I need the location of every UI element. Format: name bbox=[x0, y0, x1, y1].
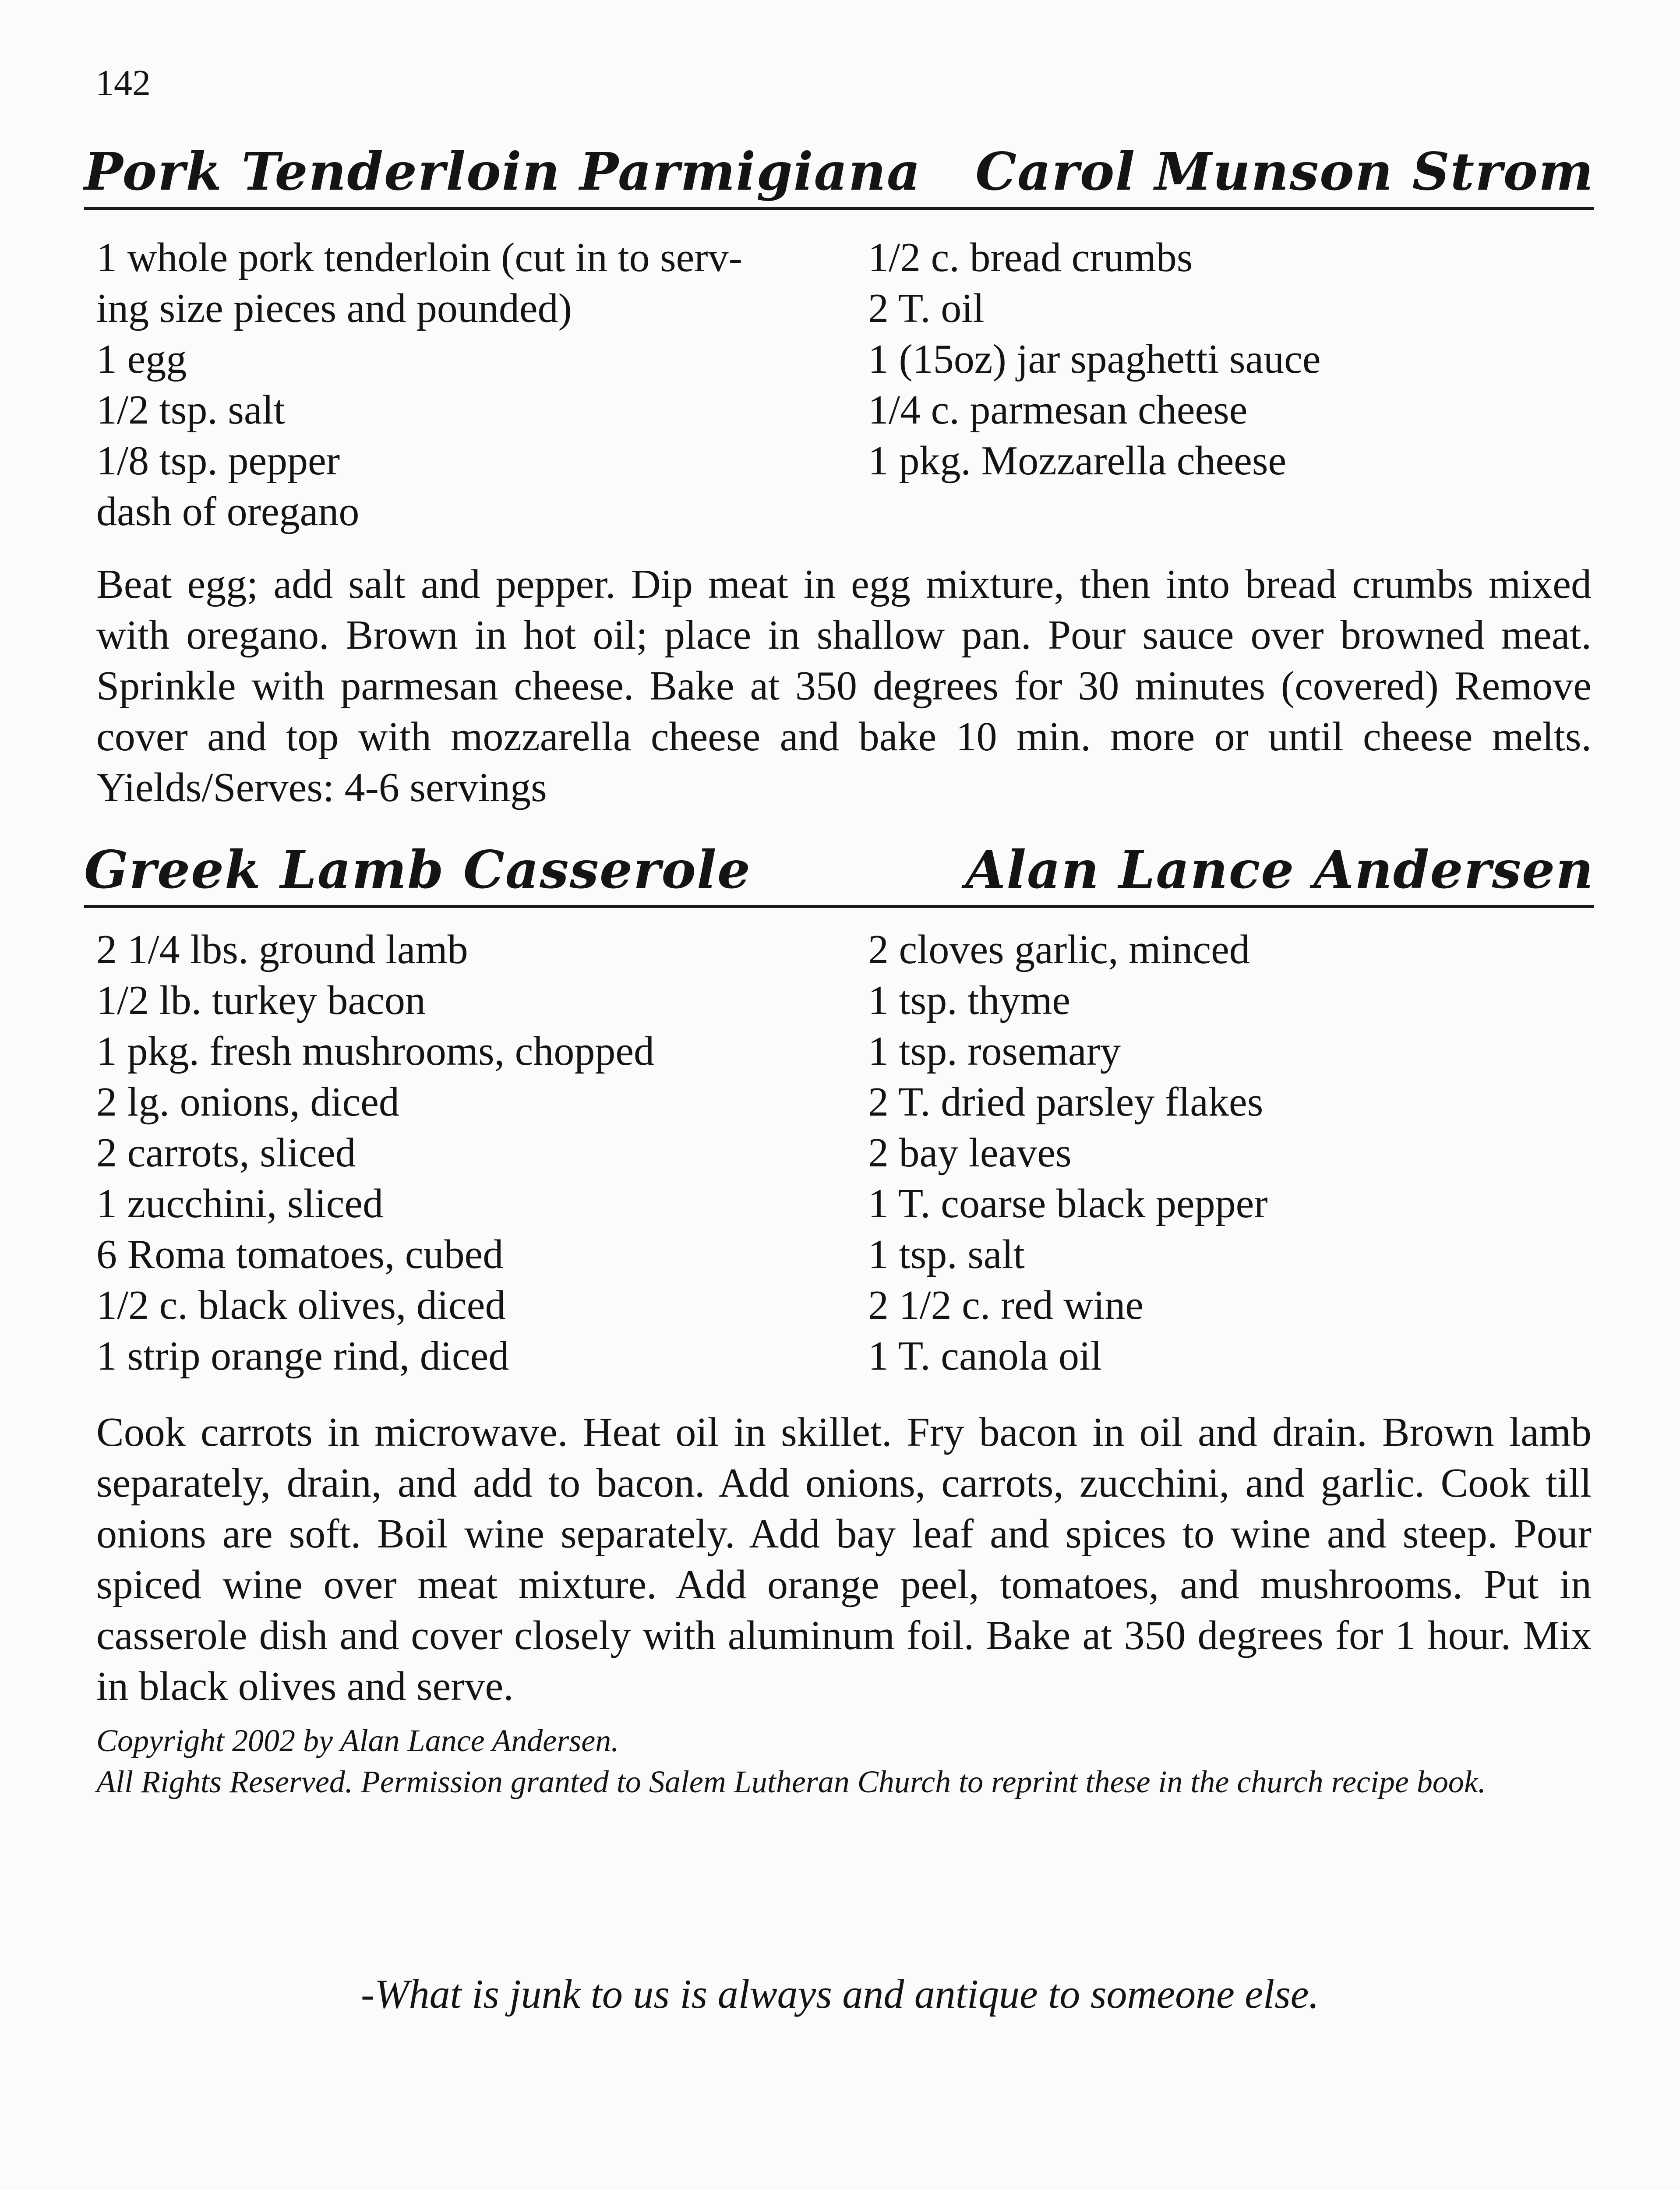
ingredient-line: 2 bay leaves bbox=[868, 1130, 1072, 1176]
ingredient-line: 1 zucchini, sliced bbox=[96, 1181, 384, 1226]
page-number: 142 bbox=[95, 63, 151, 103]
ingredient-line: 1 tsp. rosemary bbox=[868, 1028, 1121, 1074]
ingredients-left-column bbox=[96, 924, 868, 1381]
ingredient-line: 1 pkg. fresh mushrooms, chopped bbox=[96, 1028, 655, 1074]
recipe-title: Greek Lamb Casserole bbox=[84, 839, 751, 900]
recipe-directions: Cook carrots in microwave. Heat oil in skillet. Fry bacon in oil and drain. Brown lamb separately, drain, and add to bacon. Add onions, carrots, zucchini, and garlic. Cook till onions are soft. Boil wine separately. Add bay leaf and spices to wine and steep. Pour spiced wine over meat mixture. Add orange peel, tomatoes, and mushrooms. Put in casserole dish and cover closely with aluminum foil. Bake at 350 degrees for 1 hour. Mix in black olives and serve. bbox=[96, 1409, 1592, 1709]
ingredient-line: 1 strip orange rind, diced bbox=[96, 1333, 509, 1379]
recipe-author: Carol Munson Strom bbox=[975, 141, 1594, 202]
ingredient-line: 1 tsp. thyme bbox=[868, 978, 1071, 1023]
recipe-directions: Beat egg; add salt and pepper. Dip meat in egg mixture, then into bread crumbs mixed with oregano. Brown in hot oil; place in shallow pan. Pour sauce over browned meat. Sprinkle with parmesan cheese. Bake at 350 degrees for 30 minutes (covered) Remove cover and top with mozzarella cheese and bake 10 min. more or until cheese melts. Yields/Serves: 4-6 servings bbox=[96, 562, 1592, 810]
ingredient-line: 2 T. oil bbox=[868, 286, 985, 331]
ingredient-line: 2 carrots, sliced bbox=[96, 1130, 356, 1176]
recipe-title: Pork Tenderloin Parmigiana bbox=[84, 141, 921, 202]
ingredient-line: 1/4 c. parmesan cheese bbox=[868, 387, 1248, 433]
ingredient-line: 1 whole pork tenderloin (cut in to serv- bbox=[96, 235, 742, 280]
ingredient-line: 1/2 c. black olives, diced bbox=[96, 1282, 506, 1328]
ingredient-line: 1 (15oz) jar spaghetti sauce bbox=[868, 336, 1321, 382]
ingredient-line: 2 cloves garlic, minced bbox=[868, 927, 1250, 972]
ingredient-line: 2 lg. onions, diced bbox=[96, 1079, 399, 1125]
footer-quote: -What is junk to us is always and antique to someone else. bbox=[361, 1971, 1319, 2017]
recipe-header bbox=[84, 839, 1594, 908]
ingredients-list bbox=[96, 924, 1594, 1381]
ingredient-line: ing size pieces and pounded) bbox=[96, 286, 572, 331]
ingredients-right-column bbox=[868, 924, 1594, 1381]
ingredient-line: 1/8 tsp. pepper bbox=[96, 438, 340, 484]
ingredient-line: 1/2 tsp. salt bbox=[96, 387, 285, 433]
ingredient-line: 1/2 lb. turkey bacon bbox=[96, 978, 426, 1023]
ingredient-line: 1 T. coarse black pepper bbox=[868, 1181, 1268, 1226]
ingredient-line: 2 T. dried parsley flakes bbox=[868, 1079, 1264, 1125]
recipe-header bbox=[84, 141, 1594, 210]
copyright-notice: Copyright 2002 by Alan Lance Andersen. bbox=[96, 1723, 619, 1758]
ingredient-line: 1 egg bbox=[96, 336, 187, 382]
ingredients-right-column bbox=[868, 232, 1594, 537]
ingredients-left-column bbox=[96, 232, 868, 537]
ingredient-line: 1/2 c. bread crumbs bbox=[868, 235, 1193, 280]
recipe-author: Alan Lance Andersen bbox=[965, 839, 1594, 900]
ingredients-list bbox=[96, 232, 1594, 537]
rights-notice: All Rights Reserved. Permission granted to Salem Lutheran Church to reprint these in the church recipe book. bbox=[96, 1764, 1486, 1799]
ingredient-line: 1 T. canola oil bbox=[868, 1333, 1102, 1379]
ingredient-line: 1 tsp. salt bbox=[868, 1232, 1025, 1277]
ingredient-line: 2 1/4 lbs. ground lamb bbox=[96, 927, 468, 972]
ingredient-line: 1 pkg. Mozzarella cheese bbox=[868, 438, 1287, 484]
ingredient-line: 6 Roma tomatoes, cubed bbox=[96, 1232, 504, 1277]
ingredient-line: 2 1/2 c. red wine bbox=[868, 1282, 1144, 1328]
ingredient-line: dash of oregano bbox=[96, 489, 360, 534]
